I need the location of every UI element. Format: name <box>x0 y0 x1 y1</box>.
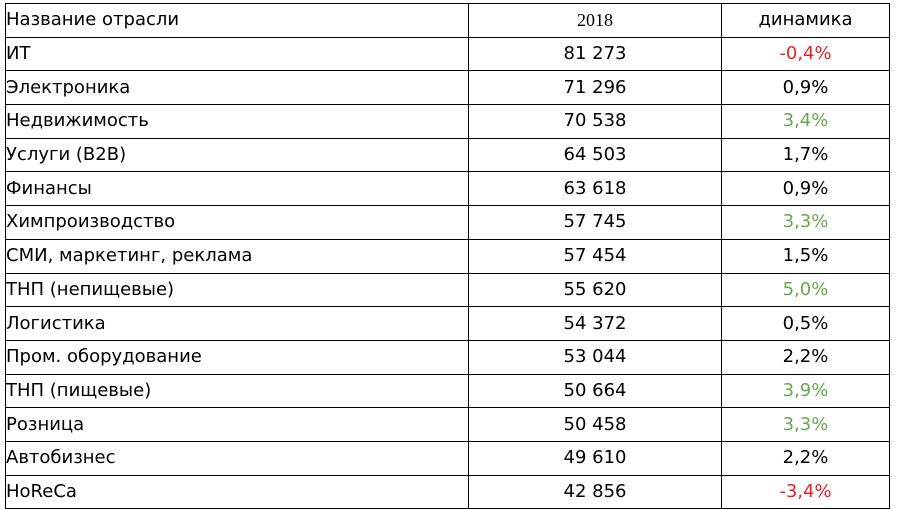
table-row <box>6 273 890 307</box>
table-row <box>6 340 890 374</box>
header-dynamics: динамика <box>722 4 890 38</box>
dynamics-value: 2,2% <box>722 340 890 374</box>
table-row <box>6 441 890 475</box>
table-row <box>6 37 890 71</box>
dynamics-value: -3,4% <box>722 475 890 509</box>
industry-name: Финансы <box>6 172 469 206</box>
value-2018: 49 610 <box>469 441 722 475</box>
value-2018: 70 538 <box>469 105 722 139</box>
value-2018: 63 618 <box>469 172 722 206</box>
industry-name: HoReCa <box>6 475 469 509</box>
industry-name: Услуги (B2B) <box>6 138 469 172</box>
dynamics-value: 3,3% <box>722 408 890 442</box>
table-row <box>6 206 890 240</box>
dynamics-value: -0,4% <box>722 37 890 71</box>
dynamics-value: 0,9% <box>722 172 890 206</box>
industry-name: Недвижимость <box>6 105 469 139</box>
value-2018: 57 745 <box>469 206 722 240</box>
value-2018: 81 273 <box>469 37 722 71</box>
industry-name: ТНП (пищевые) <box>6 374 469 408</box>
value-2018: 50 664 <box>469 374 722 408</box>
table-row <box>6 172 890 206</box>
industry-name: СМИ, маркетинг, реклама <box>6 239 469 273</box>
header-industry-name: Название отрасли <box>6 4 469 38</box>
header-year-2018: 2018 <box>469 4 722 38</box>
value-2018: 50 458 <box>469 408 722 442</box>
industry-name: Логистика <box>6 307 469 341</box>
industry-name: ТНП (непищевые) <box>6 273 469 307</box>
value-2018: 53 044 <box>469 340 722 374</box>
industry-name: Пром. оборудование <box>6 340 469 374</box>
dynamics-value: 5,0% <box>722 273 890 307</box>
value-2018: 71 296 <box>469 71 722 105</box>
table-row <box>6 239 890 273</box>
dynamics-value: 3,3% <box>722 206 890 240</box>
dynamics-value: 3,4% <box>722 105 890 139</box>
value-2018: 54 372 <box>469 307 722 341</box>
dynamics-value: 2,2% <box>722 441 890 475</box>
table-row <box>6 71 890 105</box>
table-row <box>6 374 890 408</box>
industry-name: Электроника <box>6 71 469 105</box>
value-2018: 57 454 <box>469 239 722 273</box>
table-row <box>6 138 890 172</box>
table-row <box>6 408 890 442</box>
dynamics-value: 1,7% <box>722 138 890 172</box>
industry-name: Розница <box>6 408 469 442</box>
value-2018: 55 620 <box>469 273 722 307</box>
industry-name: Автобизнес <box>6 441 469 475</box>
dynamics-value: 3,9% <box>722 374 890 408</box>
industry-name: ИТ <box>6 37 469 71</box>
dynamics-value: 0,5% <box>722 307 890 341</box>
dynamics-value: 1,5% <box>722 239 890 273</box>
industry-name: Химпроизводство <box>6 206 469 240</box>
value-2018: 42 856 <box>469 475 722 509</box>
header-row <box>6 4 890 38</box>
industry-salary-table <box>5 3 890 509</box>
table-row <box>6 105 890 139</box>
value-2018: 64 503 <box>469 138 722 172</box>
table-row <box>6 307 890 341</box>
dynamics-value: 0,9% <box>722 71 890 105</box>
